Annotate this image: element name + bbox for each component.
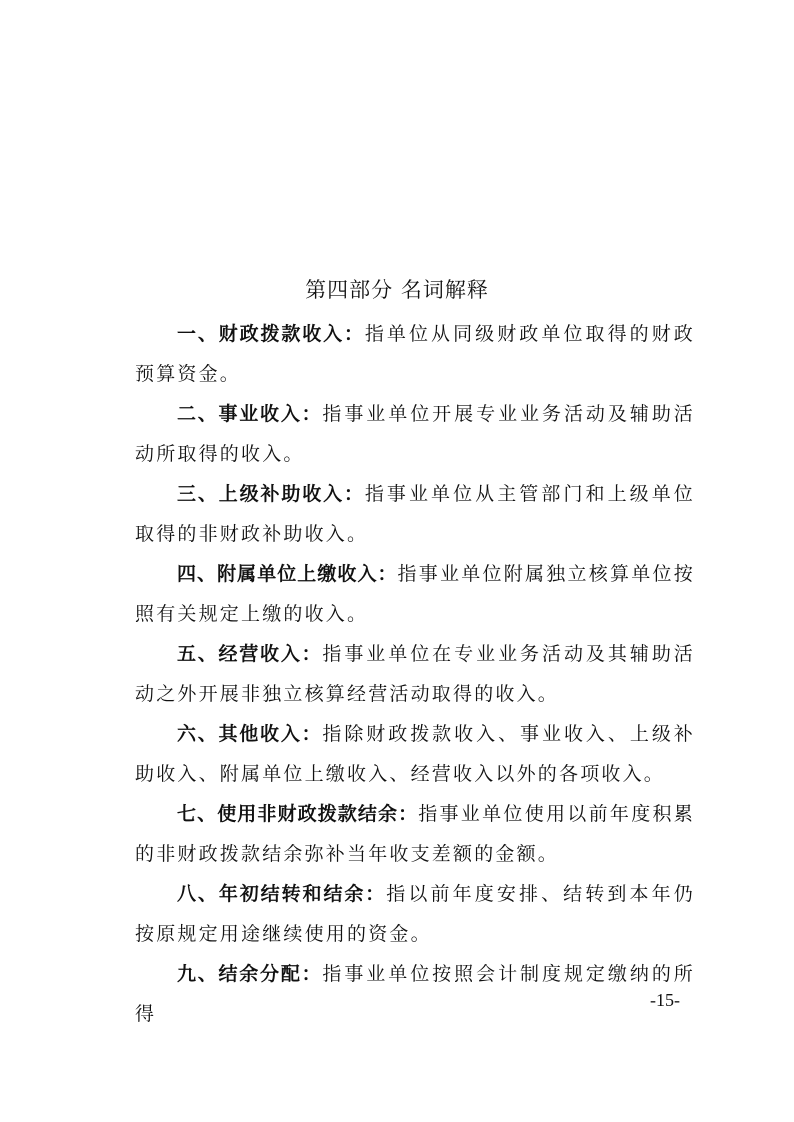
definition-text: 指事业单位附属独立核算单位按照有关规定上缴的收入。 [135,563,695,625]
definition-term: 三、上级补助收入： [177,483,365,505]
definition-term: 一、财政拨款收入： [177,323,365,345]
definition-entry [135,554,695,634]
definition-entry [135,634,695,714]
definition-entry [135,474,695,554]
definition-text: 指事业单位使用以前年度积累的非财政拨款结余弥补当年收支差额的金额。 [135,803,695,865]
definition-term: 六、其他收入： [177,723,323,745]
definition-entry [135,794,695,874]
definition-term: 七、使用非财政拨款结余： [177,803,419,825]
page-title: 第四部分 名词解释 [305,278,489,302]
definition-text: 指事业单位在专业业务活动及其辅助活动之外开展非独立核算经营活动取得的收入。 [135,643,695,705]
definition-term: 四、附属单位上缴收入： [177,563,398,585]
definition-entry [135,314,695,394]
definition-entry [135,714,695,794]
definition-term: 二、事业收入： [177,403,323,425]
definition-text: 指事业单位按照会计制度规定缴纳的所得 [135,963,695,1025]
definition-text: 指事业单位从主管部门和上级单位取得的非财政补助收入。 [135,483,695,545]
page-number: -15- [650,990,680,1010]
definition-term: 九、结余分配： [177,963,323,985]
definition-text: 指除财政拨款收入、事业收入、上级补助收入、附属单位上缴收入、经营收入以外的各项收入。 [135,723,695,785]
definition-text: 指单位从同级财政单位取得的财政预算资金。 [135,323,695,385]
definition-entry [135,394,695,474]
definition-entry [135,874,695,954]
definition-term: 八、年初结转和结余： [177,883,387,905]
definition-text: 指以前年度安排、结转到本年仍按原规定用途继续使用的资金。 [135,883,695,945]
definition-text: 指事业单位开展专业业务活动及辅助活动所取得的收入。 [135,403,695,465]
definition-term: 五、经营收入： [177,643,323,665]
